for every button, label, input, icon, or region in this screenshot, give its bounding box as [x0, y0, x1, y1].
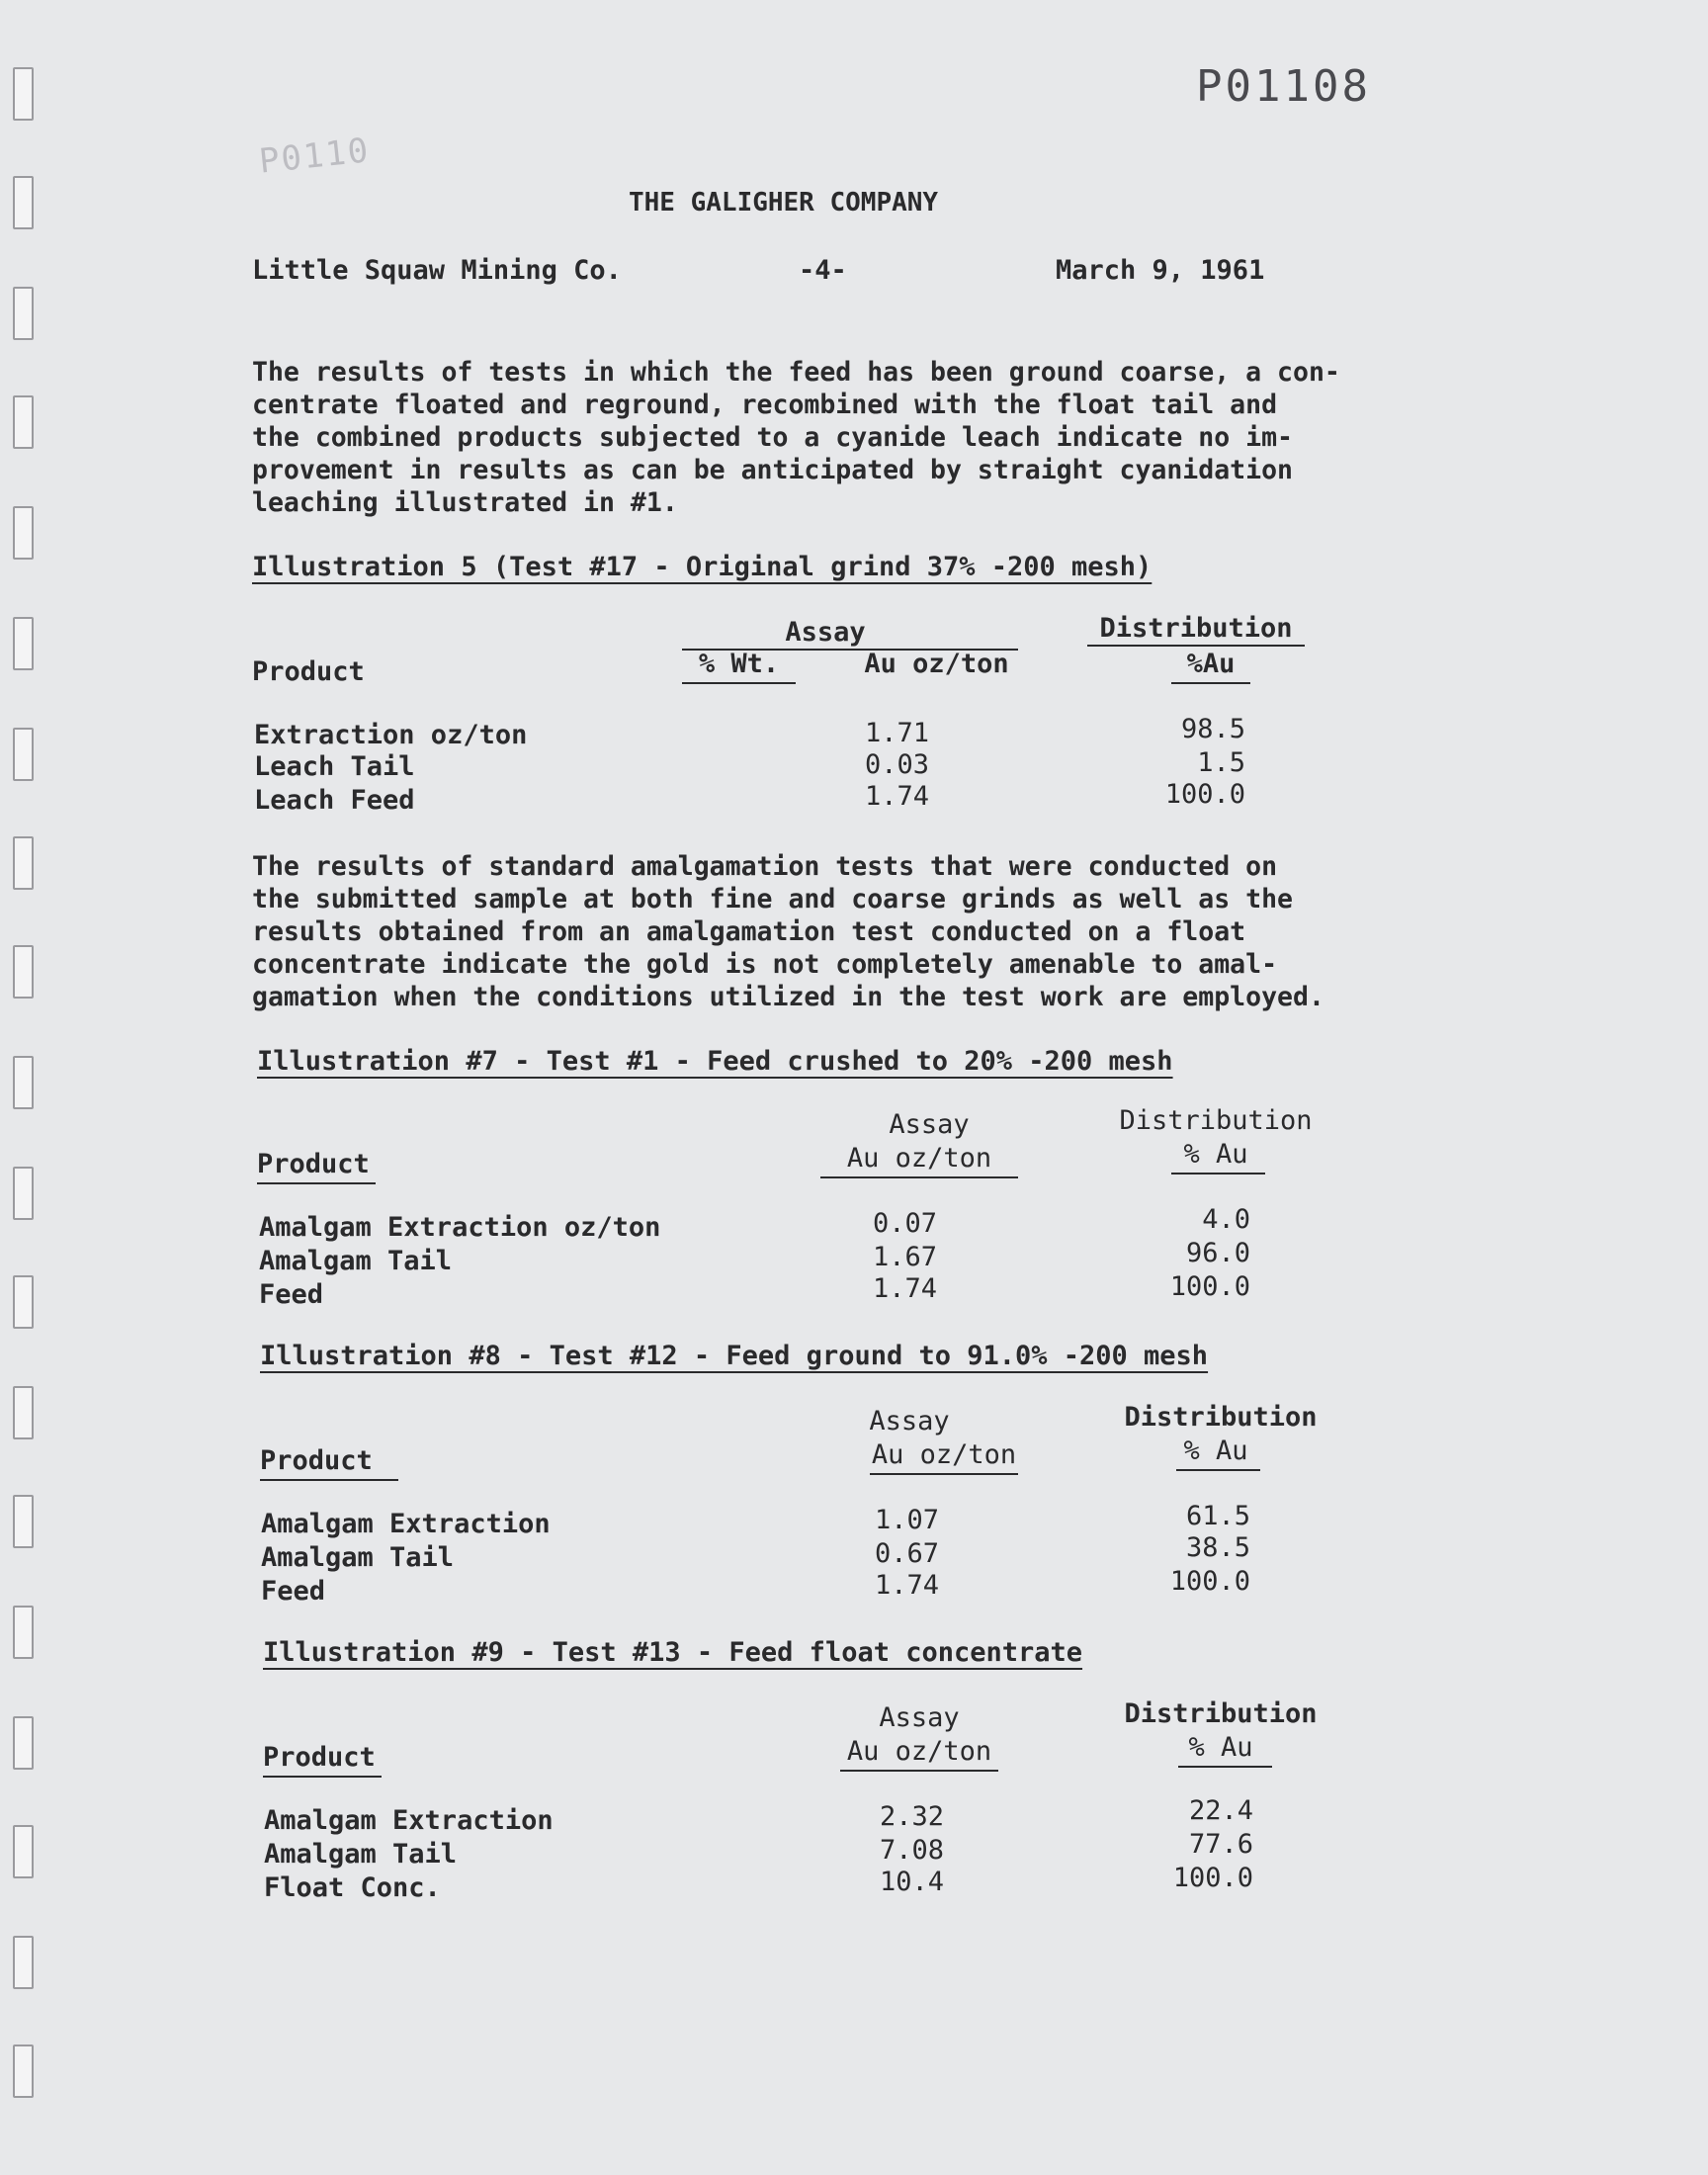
product-rule	[260, 1479, 398, 1481]
au-column-header: Au oz/ton	[846, 1736, 992, 1767]
pct-au-rule	[1176, 1469, 1260, 1471]
au-rule	[870, 1473, 1018, 1475]
assay-header: Assay	[785, 617, 866, 648]
pct-au-rule	[1178, 1766, 1272, 1768]
punch-hole	[13, 1716, 34, 1770]
punch-hole	[13, 1386, 34, 1439]
table-row-distribution: 38.5	[1185, 1532, 1250, 1563]
table-row-assay: 10.4	[879, 1867, 944, 1897]
distribution-header: Distribution	[1124, 1402, 1318, 1433]
paragraph-line: results obtained from an amalgamation test conducted on a float	[252, 916, 1246, 947]
table-row-product: Amalgam Extraction	[261, 1509, 551, 1539]
pct-au-column-header: % Au	[1188, 1732, 1253, 1763]
product-column-header: Product	[260, 1445, 373, 1476]
paragraph-line: provement in results as can be anticipated by straight cyanidation	[252, 455, 1293, 485]
amalgamation-paragraph	[252, 850, 1389, 1013]
punch-hole	[13, 2044, 34, 2098]
pct-au-column-header: % Au	[1183, 1436, 1248, 1466]
assay-header: Assay	[889, 1109, 970, 1140]
distribution-header: Distribution	[1119, 1105, 1313, 1136]
punch-hole	[13, 1056, 34, 1109]
table-row-distribution: 100.0	[1172, 1863, 1253, 1893]
punch-hole	[13, 1936, 34, 1989]
table-row-assay: 1.07	[874, 1505, 939, 1535]
assay-header: Assay	[879, 1702, 960, 1733]
punch-hole	[13, 176, 34, 229]
paragraph-line: The results of tests in which the feed has been ground coarse, a con-	[252, 357, 1340, 388]
illustration-8-title: Illustration #8 - Test #12 - Feed ground to 91.0% -200 mesh	[260, 1341, 1209, 1371]
table-row-distribution: 100.0	[1164, 779, 1245, 810]
client-name: Little Squaw Mining Co.	[252, 255, 622, 286]
punch-hole	[13, 1495, 34, 1548]
paragraph-line: the submitted sample at both fine and coarse grinds as well as the	[252, 884, 1293, 914]
table-row-product: Amalgam Tail	[261, 1542, 455, 1573]
punch-hole	[13, 1825, 34, 1878]
au-column-header: Au oz/ton	[864, 649, 1009, 679]
product-column-header: Product	[263, 1742, 376, 1773]
illustration-9-title: Illustration #9 - Test #13 - Feed float concentrate	[263, 1637, 1083, 1668]
table-row-assay: 0.03	[864, 749, 929, 780]
table-row-product: Extraction oz/ton	[254, 720, 528, 750]
table-row-assay: 1.74	[864, 781, 929, 812]
table-row-distribution: 1.5	[1197, 747, 1245, 778]
table-row-product: Amalgam Tail	[259, 1246, 453, 1276]
punch-hole	[13, 945, 34, 999]
punch-hole	[13, 1606, 34, 1659]
paragraph-line: gamation when the conditions utilized in the test work are employed.	[252, 982, 1324, 1012]
table-row-distribution: 98.5	[1180, 714, 1245, 744]
page-number: -4-	[799, 255, 847, 286]
table-row-assay: 7.08	[879, 1835, 944, 1866]
au-rule	[840, 1770, 998, 1772]
table-row-product: Feed	[259, 1279, 324, 1310]
pct-au-column-header: %Au	[1186, 649, 1236, 679]
product-rule	[257, 1182, 376, 1184]
au-column-header: Au oz/ton	[846, 1143, 992, 1174]
punch-hole	[13, 1167, 34, 1220]
table-row-assay: 1.74	[872, 1273, 937, 1304]
product-column-header: Product	[252, 656, 365, 687]
table-row-assay: 0.67	[874, 1538, 939, 1569]
table-row-product: Amalgam Extraction	[264, 1805, 554, 1836]
au-column-header: Au oz/ton	[871, 1439, 1017, 1470]
punch-hole	[13, 836, 34, 890]
punch-hole	[13, 617, 34, 670]
table-row-product: Feed	[261, 1576, 326, 1607]
table-row-distribution: 22.4	[1188, 1795, 1253, 1826]
table-row-assay: 2.32	[879, 1801, 944, 1832]
intro-paragraph	[252, 356, 1389, 519]
punch-hole	[13, 395, 34, 449]
weight-rule	[682, 682, 796, 684]
punch-hole	[13, 728, 34, 781]
product-rule	[263, 1776, 382, 1778]
paragraph-line: The results of standard amalgamation tests that were conducted on	[252, 851, 1278, 882]
table-row-product: Amalgam Tail	[264, 1839, 458, 1870]
paragraph-line: the combined products subjected to a cyanide leach indicate no im-	[252, 422, 1293, 453]
table-row-distribution: 100.0	[1169, 1566, 1250, 1597]
punch-hole	[13, 67, 34, 121]
table-row-distribution: 96.0	[1185, 1238, 1250, 1268]
punch-hole	[13, 506, 34, 560]
table-row-distribution: 100.0	[1169, 1271, 1250, 1302]
pct-au-column-header: % Au	[1183, 1139, 1248, 1170]
table-row-distribution: 61.5	[1185, 1501, 1250, 1531]
table-row-product: Leach Feed	[254, 785, 415, 816]
punch-hole	[13, 1275, 34, 1329]
distribution-header: Distribution	[1099, 613, 1293, 644]
company-heading: THE GALIGHER COMPANY	[629, 188, 939, 218]
table-row-distribution: 77.6	[1188, 1829, 1253, 1860]
illustration-7-title: Illustration #7 - Test #1 - Feed crushed to 20% -200 mesh	[257, 1046, 1173, 1077]
paragraph-line: leaching illustrated in #1.	[252, 487, 678, 518]
table-row-assay: 1.67	[872, 1242, 937, 1272]
table-row-assay: 1.71	[864, 718, 929, 748]
document-number: P01108	[1196, 61, 1371, 112]
distribution-rule	[1087, 645, 1305, 647]
au-rule	[820, 1176, 1018, 1178]
table-row-assay: 0.07	[872, 1208, 937, 1239]
distribution-header: Distribution	[1124, 1698, 1318, 1729]
product-column-header: Product	[257, 1149, 370, 1179]
pct-au-rule	[1171, 1173, 1265, 1174]
table-row-product: Leach Tail	[254, 751, 415, 782]
pct-au-rule	[1171, 682, 1250, 684]
table-row-assay: 1.74	[874, 1570, 939, 1601]
punch-hole	[13, 287, 34, 340]
weight-column-header: % Wt.	[698, 649, 780, 679]
assay-header: Assay	[869, 1406, 950, 1436]
faint-stamp: P0110	[257, 130, 373, 182]
letter-date: March 9, 1961	[1056, 255, 1265, 286]
table-row-distribution: 4.0	[1202, 1204, 1250, 1235]
paragraph-line: concentrate indicate the gold is not completely amenable to amal-	[252, 949, 1278, 980]
illustration-5-title: Illustration 5 (Test #17 - Original grind 37% -200 mesh)	[252, 552, 1153, 582]
table-row-product: Amalgam Extraction oz/ton	[259, 1212, 661, 1243]
paragraph-line: centrate floated and reground, recombined with the float tail and	[252, 390, 1278, 420]
table-row-product: Float Conc.	[264, 1872, 441, 1903]
